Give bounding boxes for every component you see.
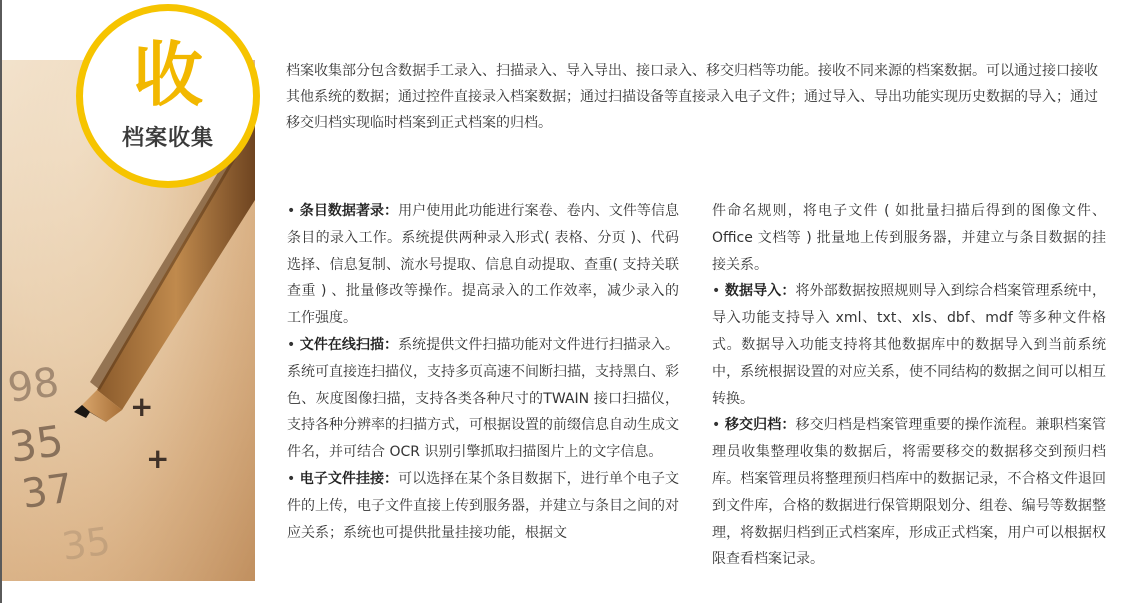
feature-text: 将外部数据按照规则导入到综合档案管理系统中，导入功能支持导入 xml、txt、xls、dbf、mdf 等多种文件格式。数据导入功能支持将其他数据库中的数据导入到当前系统中，系统根据设置的对应关系，使不同结构的数据之间可以相互转换。 (712, 283, 1107, 407)
bullet-icon: • (287, 203, 296, 219)
features-left-column (287, 198, 679, 546)
photo-number-98: 98 (4, 359, 62, 412)
feature-title: 文件在线扫描： (299, 336, 399, 353)
photo-number-35-faded: 35 (59, 518, 114, 569)
intro-paragraph: 档案收集部分包含数据手工录入、扫描录入、导入导出、接口录入、移交归档等功能。接收不同来源的档案数据。可以通过接口接收其他系统的数据；通过控件直接录入档案数据；通过扫描设备等直接录入电子文件；通过导入、导出功能实现历史数据的导入；通过移交归档实现临时档案到正式档案的归档。 (286, 63, 1098, 131)
feature-title: 移交归档： (724, 417, 796, 434)
bullet-icon: • (712, 417, 721, 434)
badge-character: 收 (133, 34, 203, 116)
feature-text: 用户使用此功能进行案卷、卷内、文件等信息条目的录入工作。系统提供两种录入形式( 表格、分页 )、代码选择、信息复制、流水号提取、信息自动提取、查重( 支持关联查重 ) 、批量修改等操作。提高录入的工作效率，减少录入的工作强度。 (287, 203, 680, 327)
badge-title: 档案收集 (121, 126, 214, 151)
feature-text: 移交归档是档案管理重要的操作流程。兼职档案管理员收集整理收集的数据后，将需要移交的数据移交到预归档库。档案管理员将整理预归档库中的数据记录，不合格文件退回到文件库，合格的数据进行保管期限划分、组卷、编号等数据整理，将数据归档到正式档案库，形成正式档案，用户可以根据权限查看档案记录。 (712, 417, 1107, 568)
feature-item-entry (287, 198, 679, 332)
bullet-icon: • (287, 470, 296, 487)
feature-title: 电子文件挂接： (299, 470, 399, 487)
features-right-column (712, 198, 1106, 573)
photo-number-35: 35 (6, 415, 67, 472)
feature-title: 数据导入： (724, 283, 796, 300)
feature-continuation: 件命名规则，将电子文件 ( 如批量扫描后得到的图像文件、Office 文档等 ) 批量地上传到服务器，并建立与条目数据的挂接关系。 (712, 203, 1106, 273)
feature-item-transfer (712, 412, 1106, 573)
feature-text: 可以选择在某个条目数据下，进行单个电子文件的上传，电子文件直接上传到服务器，并建立与条目之间的对应关系；系统也可提供批量挂接功能，根据文 (287, 470, 680, 541)
feature-text: 系统提供文件扫描功能对文件进行扫描录入。系统可直接连扫描仪，支持多页高速不间断扫描，支持黑白、彩色、灰度图像扫描，支持各类各种尺寸的TWAIN 接口扫描仪，支持各种分辨率的扫描方式，可根据设置的前缀信息自动生成文件名，并可结合 OCR 识别引擎抓取扫描图片上的文字信息。 (287, 336, 680, 461)
photo-plus-mark: + (130, 390, 154, 423)
feature-title: 条目数据著录： (299, 203, 399, 219)
feature-item-import (712, 278, 1106, 412)
bullet-icon: • (287, 336, 296, 353)
feature-item-attach (287, 466, 679, 546)
photo-plus-mark-2: + (146, 442, 170, 475)
feature-item-scan (287, 332, 679, 466)
section-badge (76, 4, 260, 188)
bullet-icon: • (712, 283, 721, 300)
photo-number-37: 37 (18, 465, 76, 518)
